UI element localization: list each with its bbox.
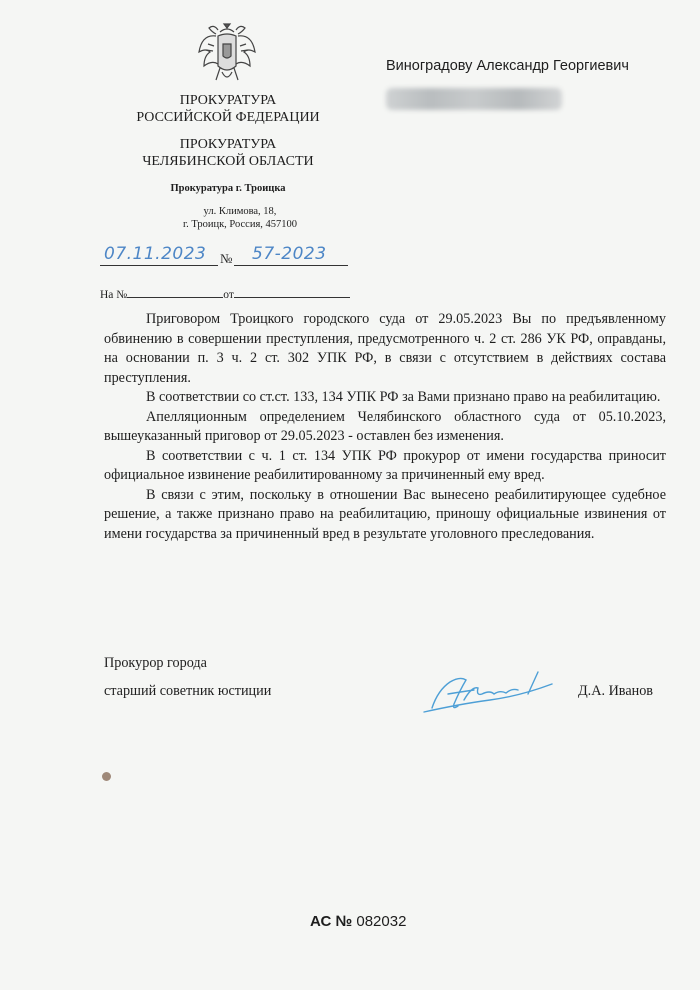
serial-prefix: АС № — [310, 913, 353, 930]
handwritten-signature-icon — [420, 660, 560, 720]
reply-date-blank — [234, 287, 350, 298]
org-name-regional — [92, 136, 364, 170]
registration-number: 57-2023 — [252, 244, 327, 264]
state-emblem-icon — [196, 22, 258, 88]
form-serial — [310, 913, 406, 930]
paragraph-5: В связи с этим, поскольку в отношении Вас вынесено реабилитирующее судебное решение, а также признано право на реабилитацию, приношу официальные извинения от имени государства за причиненный вред в результате уголовного преследования. — [104, 486, 666, 542]
paragraph-1: Приговором Троицкого городского суда от 29.05.2023 Вы по предъявленному обвинению в совершении преступления, предусмотренного ч. 2 ст. 286 УК РФ, оправданы, на основании п. 3 ч. 2 ст. 302 УПК РФ, в связи с отсутствием в действиях состава преступления. — [104, 311, 666, 386]
org-line-1: ПРОКУРАТУРА — [179, 93, 277, 108]
letter-body — [104, 310, 666, 544]
office-name: Прокуратура г. Троицка — [170, 183, 286, 194]
redacted-address — [386, 88, 562, 110]
signatory-title-1: Прокурор города — [104, 655, 207, 671]
address-line-2: г. Троицк, Россия, 457100 — [182, 219, 298, 230]
registration-number-label: № — [220, 251, 233, 266]
stain-mark — [102, 772, 111, 781]
paragraph-4: В соответствии с ч. 1 ст. 134 УПК РФ прокурор от имени государства приносит официальное извинение реабилитированному за причиненный ему вред. — [104, 447, 666, 483]
serial-number: 082032 — [356, 913, 407, 930]
addressee-name: Виноградову Александр Георгиевич — [386, 58, 629, 74]
org-line-2: РОССИЙСКОЙ ФЕДЕРАЦИИ — [136, 110, 320, 125]
org-name-federal — [92, 92, 364, 126]
signatory-title-2: старший советник юстиции — [104, 683, 272, 699]
org-line-3: ПРОКУРАТУРА — [179, 137, 277, 152]
paragraph-3: Апелляционным определением Челябинского областного суда от 05.10.2023, вышеуказанный приговор от 29.05.2023 - оставлен без изменения. — [104, 408, 666, 444]
reply-reference — [100, 287, 350, 301]
office-address — [140, 205, 340, 231]
paragraph-2: В соответствии со ст.ст. 133, 134 УПК РФ за Вами признано право на реабилитацию. — [146, 389, 661, 405]
address-line-1: ул. Климова, 18, — [203, 206, 277, 217]
reply-prefix: На № — [100, 289, 128, 301]
org-line-4: ЧЕЛЯБИНСКОЙ ОБЛАСТИ — [142, 154, 314, 169]
reply-from-label: от — [223, 289, 234, 301]
date-underline — [100, 265, 218, 266]
number-underline — [234, 265, 348, 266]
signatory-name: Д.А. Иванов — [578, 683, 654, 699]
registration-date: 07.11.2023 — [104, 244, 207, 264]
reply-number-blank — [127, 287, 223, 298]
